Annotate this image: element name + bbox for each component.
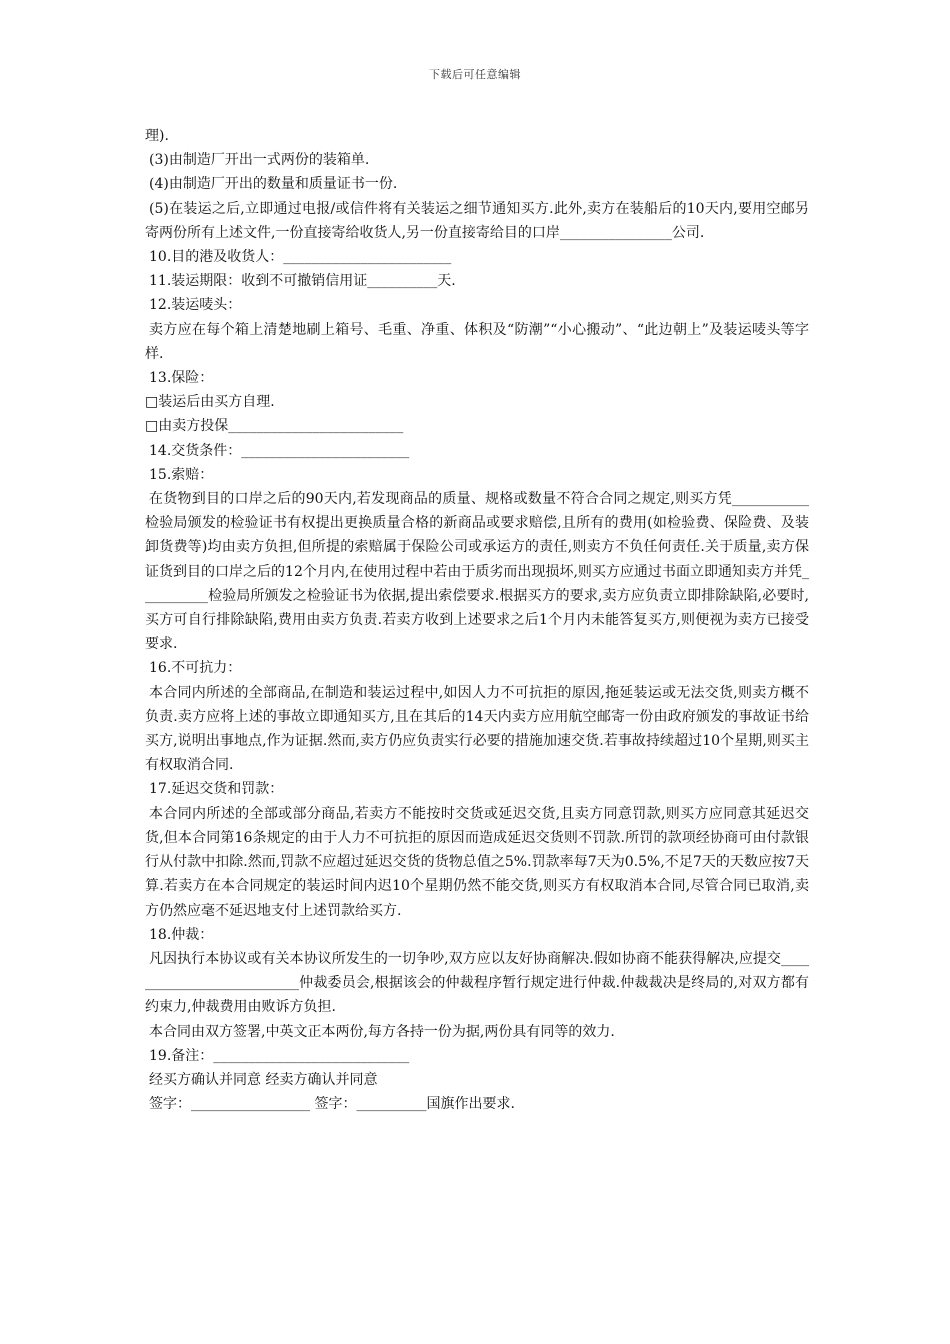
paragraph: (3)由制造厂开出一式两份的装箱单. [149, 152, 370, 169]
contract-body [145, 124, 809, 1116]
paragraph: (5)在装运之后,立即通过电报/或信件将有关装运之细节通知买方.此外,卖方在装船后的10天内,要用空邮另寄两份所有上述文件,一份直接寄给收货人,另一份直接寄给目的口岸________________公司. [145, 200, 809, 241]
paragraph: 卖方应在每个箱上清楚地刷上箱号、毛重、净重、体积及“防潮”“小心搬动”、“此边朝上”及装运唛头等字样. [145, 321, 809, 362]
checkbox-option: □装运后由买方自理. [145, 394, 275, 411]
paragraph: 本合同内所述的全部商品,在制造和装运过程中,如因人力不可抗拒的原因,拖延装运或无法交货,则卖方概不负责.卖方应将上述的事故立即通知买方,且在其后的14天内卖方应用航空邮寄一份由政府颁发的事故证书给买方,说明出事地点,作为证据.然而,卖方仍应负责实行必要的措施加速交货.若事故持续超过10个星期,则买主有权取消合同. [145, 684, 809, 774]
checkbox-option: □由卖方投保_________________________ [145, 418, 404, 435]
paragraph: 理). [145, 128, 169, 144]
paragraph: 在货物到目的口岸之后的90天内,若发现商品的质量、规格或数量不符合合同之规定,则买方凭___________检验局颁发的检验证书有权提出更换质量合格的新商品或要求赔偿,且所有的费用(如检验费、保险费、及装卸货费等)均由卖方负担,但所提的索赔属于保险公司或承运方的责任,则卖方不负任何责任.关于质量,卖方保证货到目的口岸之后的12个月内,在使用过程中若由于质劣而出现损坏,则买方应通过书面立即通知卖方并凭__________检验局所颁发之检验证书为依据,提出索偿要求.根据买方的要求,卖方应负责立即排除缺陷,必要时,买方可自行排除缺陷,费用由卖方负责.若卖方收到上述要求之后1个月内未能答复买方,则便视为卖方已接受要求. [145, 491, 809, 653]
paragraph: 本合同由双方签署,中英文正本两份,每方各持一份为据,两份具有同等的效力. [149, 1023, 615, 1040]
signature-line: 签字：_________________ 签字：__________国旗作出要求. [149, 1096, 515, 1113]
clause-14-delivery: 14.交货条件：________________________ [149, 442, 410, 459]
page-header: 下载后可任意编辑 [429, 68, 521, 81]
clause-12-heading: 12.装运唛头： [149, 297, 242, 314]
clause-17-heading: 17.延迟交货和罚款： [149, 781, 284, 798]
clause-16-heading: 16.不可抗力： [149, 660, 242, 677]
paragraph: 本合同内所述的全部或部分商品,若卖方不能按时交货或延迟交货,且卖方同意罚款,则买方应同意其延迟交货,但本合同第16条规定的由于人力不可抗拒的原因而造成延迟交货则不罚款.所罚的款项经协商可由付款银行从付款中扣除.然而,罚款不应超过延迟交货的货物总值之5%.罚款率每7天为0.5%,不足7天的天数应按7天算.若卖方在本合同规定的装运时间内迟10个星期仍然不能交货,则买方有权取消本合同,尽管合同已取消,卖方仍然应毫不延迟地支付上述罚款给买方. [145, 805, 809, 919]
clause-10-destination: 10.目的港及收货人：________________________ [149, 249, 452, 266]
clause-18-heading: 18.仲裁： [149, 926, 214, 943]
paragraph: 凡因执行本协议或有关本协议所发生的一切争吵,双方应以友好协商解决.假如协商不能获得解决,应提交__________________________仲裁委员会,根据该会的仲裁程序暂行规定进行仲裁.仲裁裁决是终局的,对双方都有约束力,仲裁费用由败诉方负担. [145, 950, 809, 1016]
clause-11-shipment-time: 11.装运期限：收到不可撤销信用证__________天. [149, 273, 456, 290]
clause-15-heading: 15.索赔： [149, 466, 214, 483]
clause-19-remarks: 19.备注：____________________________ [149, 1047, 410, 1064]
clause-13-heading: 13.保险： [149, 370, 214, 387]
confirmation-line: 经买方确认并同意 经卖方确认并同意 [149, 1071, 378, 1088]
paragraph: (4)由制造厂开出的数量和质量证书一份. [149, 176, 398, 193]
